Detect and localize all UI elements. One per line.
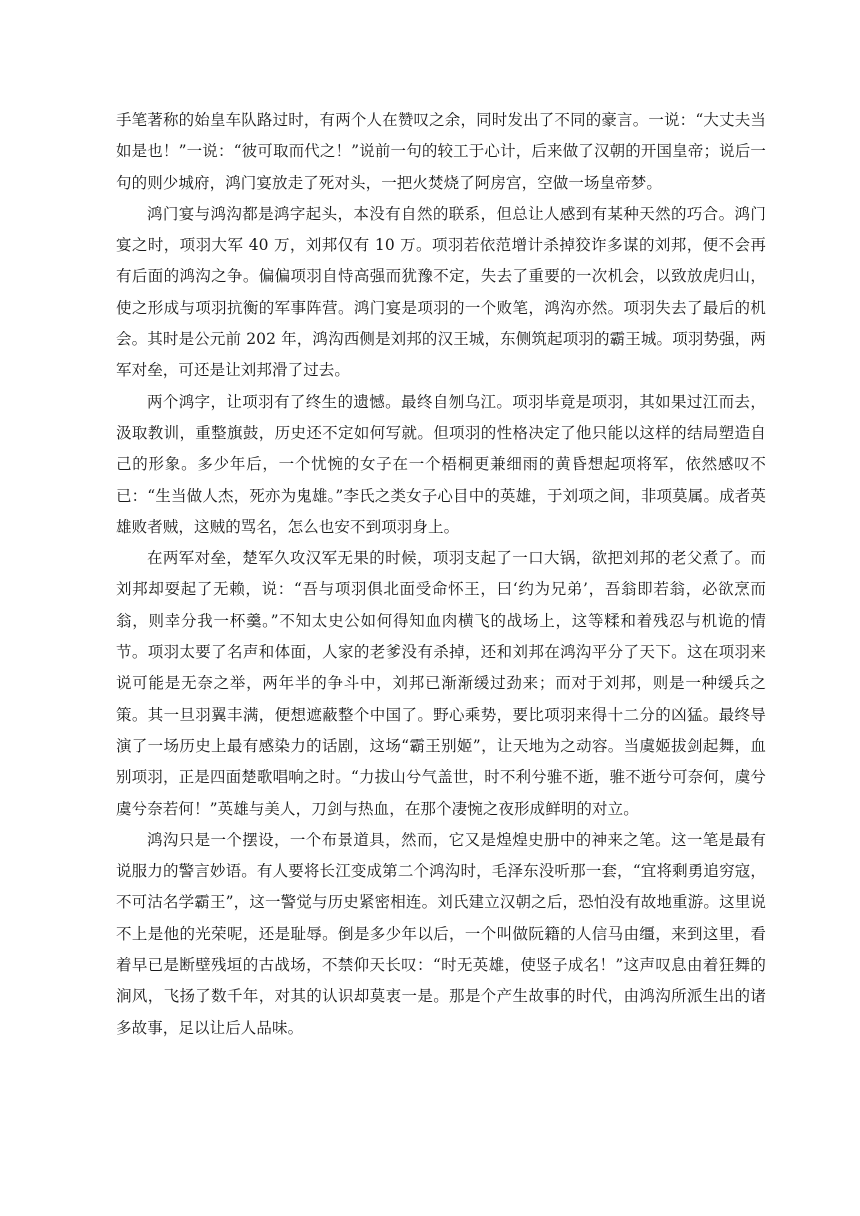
paragraph-5: 鸿沟只是一个摆设，一个布景道具，然而，它又是煌煌史册中的神来之笔。这一笔是最有说服力的警言妙语。有人要将长江变成第二个鸿沟时，毛泽东没听那一套，“宜将剩勇追穷寇，不可沽名学霸王”，这一警觉与历史紧密相连。刘氏建立汉朝之后，恐怕没有故地重游。这里说不上是他的光荣呢，还是耻辱。倒是多少年以后，一个叫做阮籍的人信马由缰，来到这里，看着早已是断壁残垣的古战场，不禁仰天长叹：“时无英雄，使竖子成名！”这声叹息由着狂舞的涧风，飞扬了数千年，对其的认识却莫衷一是。那是个产生故事的时代，由鸿沟所派生出的诸多故事，足以让后人品味。 [116,830,766,1037]
article-body [116,105,766,1044]
paragraph-3: 两个鸿字，让项羽有了终生的遗憾。最终自刎乌江。项羽毕竟是项羽，其如果过江而去，汲取教训，重整旗鼓，历史还不定如何写就。但项羽的性格决定了他只能以这样的结局塑造自己的形象。多少年后，一个忧惋的女子在一个梧桐更兼细雨的黄昏想起项将军，依然感叹不已：“生当做人杰，死亦为鬼雄。”李氏之类女子心目中的英雄，于刘项之间，非项莫属。成者英雄败者贼，这贼的骂名，怎么也安不到项羽身上。 [116,392,766,536]
paragraph-2: 鸿门宴与鸿沟都是鸿字起头，本没有自然的联系，但总让人感到有某种天然的巧合。鸿门宴之时，项羽大军 40 万，刘邦仅有 10 万。项羽若依范增计杀掉狡诈多谋的刘邦，便不会再有后面的鸿沟之争。偏偏项羽自恃高强而犹豫不定，失去了重要的一次机会，以致放虎归山，使之形成与项羽抗衡的军事阵营。鸿门宴是项羽的一个败笔，鸿沟亦然。项羽失去了最后的机会。其时是公元前 202 年，鸿沟西侧是刘邦的汉王城，东侧筑起项羽的霸王城。项羽势强，两军对垒，可还是让刘邦滑了过去。 [116,204,766,380]
paragraph-1: 手笔著称的始皇车队路过时，有两个人在赞叹之余，同时发出了不同的豪言。一说：“大丈夫当如是也！”一说：“彼可取而代之！”说前一句的较工于心计，后来做了汉朝的开国皇帝；说后一句的则少城府，鸿门宴放走了死对头，一把火焚烧了阿房宫，空做一场皇帝梦。 [116,111,766,192]
paragraph-4: 在两军对垒，楚军久攻汉军无果的时候，项羽支起了一口大锅，欲把刘邦的老父煮了。而刘邦却耍起了无赖，说：“吾与项羽俱北面受命怀王，曰‘约为兄弟’，吾翁即若翁，必欲烹而翁，则幸分我一杯羹。”不知太史公如何得知血肉横飞的战场上，这等糅和着残忍与机诡的情节。项羽太要了名声和体面，人家的老爹没有杀掉，还和刘邦在鸿沟平分了天下。这在项羽来说可能是无奈之举，两年半的争斗中，刘邦已渐渐缓过劲来；而对于刘邦，则是一种缓兵之策。其一旦羽翼丰满，便想遮蔽整个中国了。野心乘势，要比项羽来得十二分的凶猛。最终导演了一场历史上最有感染力的话剧，这场“霸王别姬”，让天地为之动容。当虞姬拔剑起舞，血别项羽，正是四面楚歌唱响之时。“力拔山兮气盖世，时不利兮骓不逝，骓不逝兮可奈何，虞兮虞兮奈若何！”英雄与美人，刀剑与热血，在那个凄惋之夜形成鲜明的对立。 [116,549,766,818]
